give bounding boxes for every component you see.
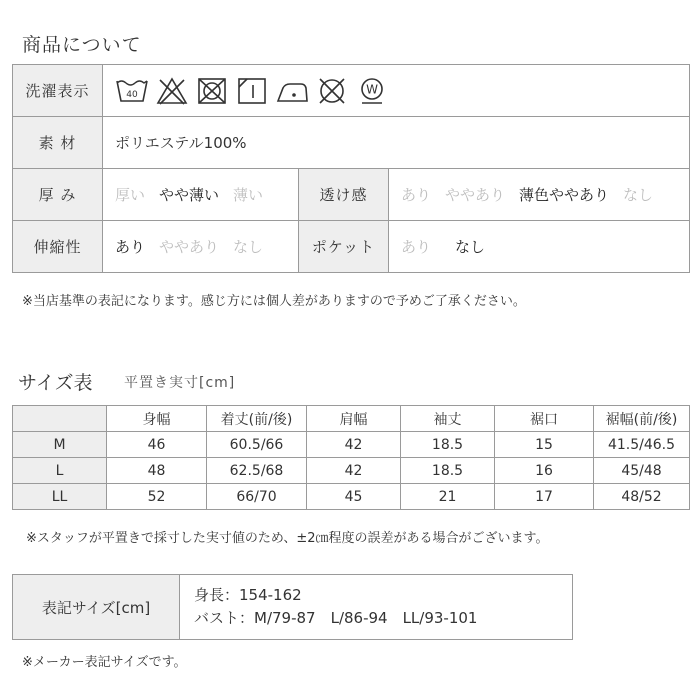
product-info-title: 商品について <box>22 34 142 56</box>
size-table-title: サイズ表 <box>18 372 93 394</box>
marked-size-label: 表記サイズ[cm] <box>13 575 180 639</box>
pocket-label: ポケット <box>299 221 389 273</box>
size-cell: 60.5/66 <box>207 432 307 458</box>
size-cell: 62.5/68 <box>207 458 307 484</box>
marked-size-note: ※メーカー表記サイズです。 <box>22 655 187 670</box>
size-row-ll <box>13 484 690 510</box>
size-header-cell: 肩幅 <box>307 406 401 432</box>
marked-size-box <box>12 574 573 640</box>
stretch-option: なし <box>233 238 264 256</box>
stretch-pocket-row <box>13 221 690 273</box>
pocket-option-selected: なし <box>455 238 486 256</box>
size-cell: 66/70 <box>207 484 307 510</box>
transparency-option-selected: 薄色ややあり <box>519 186 610 204</box>
thickness-option: 薄い <box>233 186 264 204</box>
pocket-option: あり <box>401 238 432 256</box>
size-header-row <box>13 406 690 432</box>
size-cell: 48/52 <box>594 484 690 510</box>
size-cell: 15 <box>495 432 594 458</box>
size-cell: 21 <box>401 484 495 510</box>
size-cell: 52 <box>107 484 207 510</box>
size-header-cell: 着丈(前/後) <box>207 406 307 432</box>
product-info-note: ※当店基準の表記になります。感じ方には個人差がありますので予めご了承ください。 <box>22 294 526 309</box>
size-cell: 41.5/46.5 <box>594 432 690 458</box>
size-cell: 48 <box>107 458 207 484</box>
marked-size-values <box>180 575 477 639</box>
care-label: 洗濯表示 <box>13 65 103 117</box>
care-icons <box>115 76 689 106</box>
marked-size-bust: バスト：M/79-87 L/86-94 LL/93-101 <box>194 609 478 627</box>
size-table <box>12 405 690 510</box>
product-info-table <box>12 64 690 273</box>
wet-clean-icon <box>355 76 389 106</box>
size-label: LL <box>13 484 107 510</box>
wash-temp-text: 40 <box>126 89 138 100</box>
size-table-subtitle: 平置き実寸[cm] <box>124 375 236 391</box>
size-label: L <box>13 458 107 484</box>
size-header-cell: 身幅 <box>107 406 207 432</box>
size-row-l <box>13 458 690 484</box>
stretch-option-selected: あり <box>115 238 146 256</box>
stretch-label: 伸縮性 <box>13 221 103 273</box>
line-dry-icon <box>235 76 269 106</box>
transparency-option: ややあり <box>445 186 506 204</box>
no-bleach-icon <box>155 76 189 106</box>
transparency-option: あり <box>401 186 432 204</box>
no-dry-clean-icon <box>315 76 349 106</box>
no-tumble-dry-icon <box>195 76 229 106</box>
size-cell: 45/48 <box>594 458 690 484</box>
size-header-cell: 裾口 <box>495 406 594 432</box>
thickness-transparency-row <box>13 169 690 221</box>
size-cell: 18.5 <box>401 432 495 458</box>
size-cell: 46 <box>107 432 207 458</box>
size-header-cell: 袖丈 <box>401 406 495 432</box>
stretch-option: ややあり <box>159 238 220 256</box>
size-cell: 42 <box>307 458 401 484</box>
size-header-corner <box>13 406 107 432</box>
size-header-cell: 裾幅(前/後) <box>594 406 690 432</box>
transparency-option: なし <box>623 186 654 204</box>
size-cell: 17 <box>495 484 594 510</box>
material-label: 素 材 <box>13 117 103 169</box>
size-cell: 42 <box>307 432 401 458</box>
care-row <box>13 65 690 117</box>
marked-size-height: 身長：154-162 <box>194 586 302 604</box>
size-table-note: ※スタッフが平置きで採寸した実寸値のため、±2㎝程度の誤差がある場合がございます。 <box>26 531 549 546</box>
thickness-label: 厚 み <box>13 169 103 221</box>
wet-clean-letter: W <box>366 82 378 96</box>
thickness-option-selected: やや薄い <box>159 186 220 204</box>
iron-low-icon <box>275 76 309 106</box>
thickness-option: 厚い <box>115 186 146 204</box>
size-cell: 16 <box>495 458 594 484</box>
material-row <box>13 117 690 169</box>
wash-40-icon <box>115 76 149 106</box>
size-cell: 45 <box>307 484 401 510</box>
size-row-m <box>13 432 690 458</box>
transparency-label: 透け感 <box>299 169 389 221</box>
size-label: M <box>13 432 107 458</box>
material-value: ポリエステル100% <box>103 117 690 169</box>
size-cell: 18.5 <box>401 458 495 484</box>
